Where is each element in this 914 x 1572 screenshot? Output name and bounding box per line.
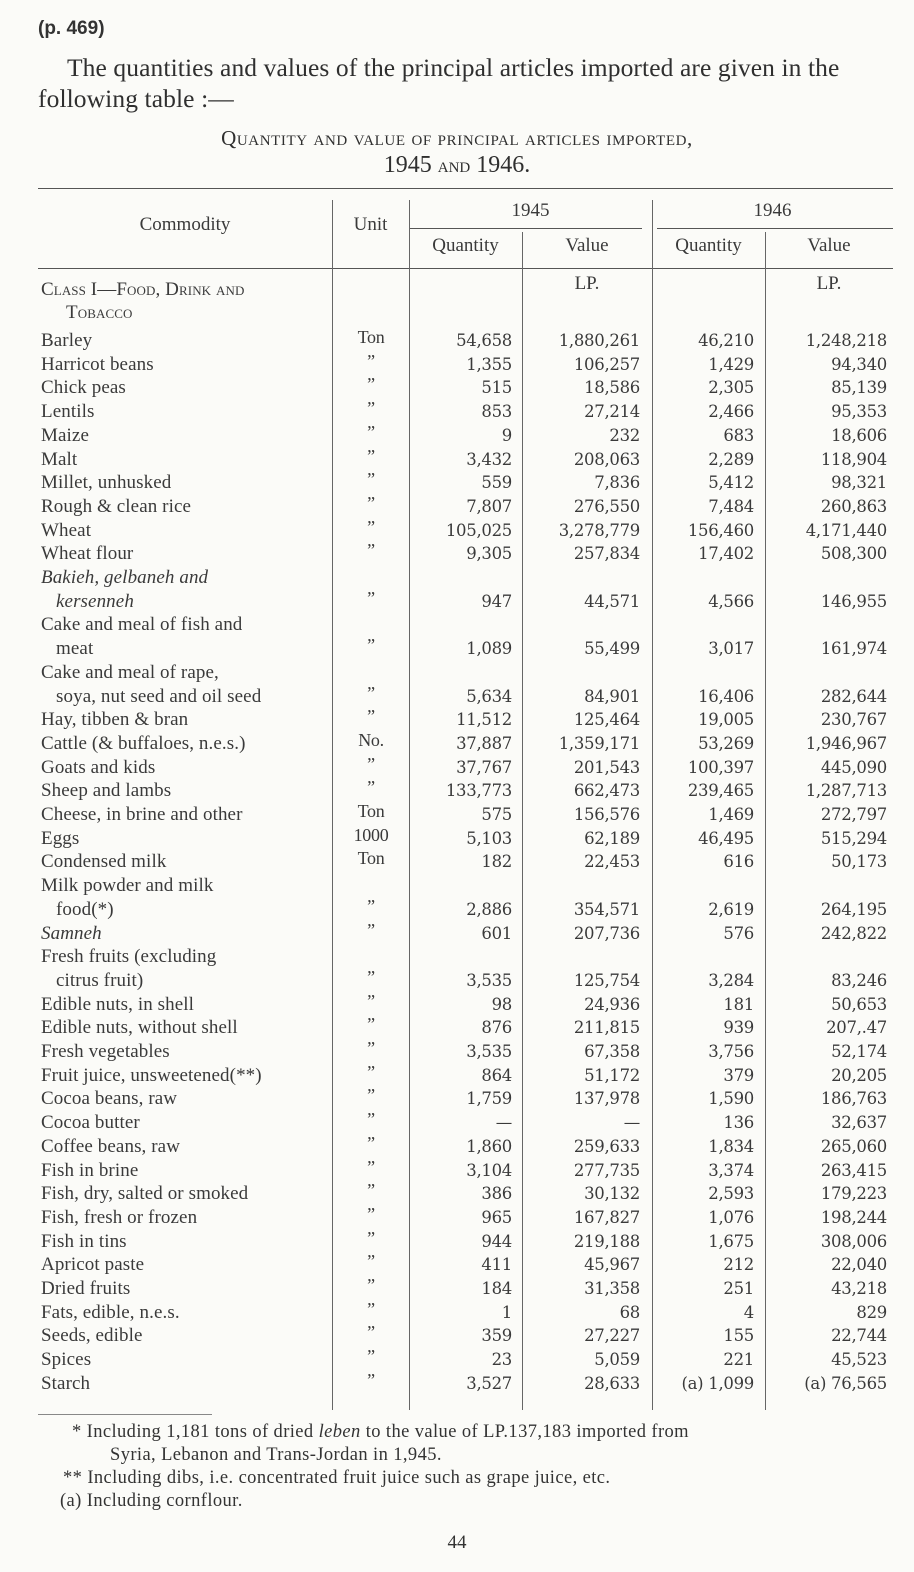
unit-cell: Ton <box>357 848 385 869</box>
quantity-1946-cell: 2,593 <box>708 1184 754 1204</box>
header-quantity-1945: Quantity <box>432 235 499 256</box>
value-1946-cell: 32,637 <box>831 1113 887 1133</box>
quantity-1945-cell: 9,305 <box>466 544 512 564</box>
footnote-star-continued: Syria, Lebanon and Trans-Jordan in 1,945. <box>110 1445 442 1465</box>
commodity-name: Millet, unhusked <box>41 472 172 494</box>
value-1945-cell: 1,359,171 <box>558 733 640 753</box>
value-1945-cell: 156,576 <box>573 805 640 824</box>
quantity-1945-cell: 411 <box>481 1255 512 1275</box>
currency-label-1945: LP. <box>574 273 600 294</box>
commodity-name-continued: kersenneh <box>56 590 134 612</box>
value-1946-cell: 198,244 <box>820 1207 887 1227</box>
quantity-1946-cell: 7,484 <box>708 496 754 516</box>
commodity-name-continued: citrus fruit) <box>56 969 144 991</box>
title-year-1: 1945 <box>383 152 432 178</box>
value-1945-cell: 201,543 <box>573 757 640 777</box>
header-commodity: Commodity <box>139 214 231 235</box>
quantity-1946-cell: 19,005 <box>698 710 754 730</box>
commodity-name: Samneh <box>41 922 102 944</box>
value-1945-cell: 259,633 <box>573 1136 640 1156</box>
quantity-1945-cell: 105,025 <box>445 520 512 540</box>
commodity-name: Harricot beans <box>41 353 154 375</box>
value-1946-cell: 272,797 <box>820 805 887 824</box>
commodity-name: Chick peas <box>41 377 126 399</box>
value-1945-cell: 31,358 <box>584 1279 640 1298</box>
unit-cell: ” <box>367 350 375 371</box>
value-1945-cell: 62,189 <box>584 828 640 848</box>
value-1945-cell: 232 <box>609 425 640 445</box>
value-1945-cell: 84,901 <box>584 686 640 706</box>
commodity-name: Fresh vegetables <box>41 1041 170 1062</box>
commodity-name-continued: food(*) <box>56 898 114 920</box>
value-1945-cell: 137,978 <box>573 1089 640 1109</box>
footnote-star <box>72 1422 689 1443</box>
footnote-star-text-b: to the value of LP.137,183 imported from <box>365 1422 689 1442</box>
quantity-1945-cell: 1,759 <box>466 1089 512 1109</box>
value-1945-cell: 30,132 <box>584 1184 640 1204</box>
value-1946-cell: 263,415 <box>820 1160 887 1180</box>
unit-cell: ” <box>367 398 375 419</box>
quantity-1946-cell: 251 <box>723 1279 754 1298</box>
commodity-name: Hay, tibben & bran <box>41 709 189 731</box>
value-1946-cell: 43,218 <box>831 1279 887 1298</box>
unit-cell: ” <box>367 1275 375 1295</box>
unit-cell: ” <box>367 540 375 561</box>
commodity-name: Sheep and lambs <box>41 780 172 802</box>
quantity-1945-cell: — <box>495 1113 512 1133</box>
value-1945-cell: 257,834 <box>573 544 640 564</box>
footnote-rule <box>38 1414 212 1415</box>
unit-cell: ” <box>367 1061 375 1082</box>
currency-label-1946: LP. <box>816 273 842 294</box>
page-reference: (p. 469) <box>38 18 105 39</box>
commodity-name: Barley <box>41 330 93 351</box>
quantity-1945-cell: 1,089 <box>466 639 512 659</box>
value-1946-cell: 1,248,218 <box>805 331 887 350</box>
quantity-1945-cell: 575 <box>481 805 512 824</box>
quantity-1946-cell: 136 <box>723 1113 754 1133</box>
value-1945-cell: 68 <box>619 1302 640 1322</box>
quantity-1945-cell: 54,658 <box>456 331 512 350</box>
value-1946-cell: 45,523 <box>831 1350 887 1370</box>
title-year-2: 1946. <box>476 152 531 178</box>
page-number: 44 <box>447 1532 467 1553</box>
quantity-1946-cell: 576 <box>723 923 754 943</box>
quantity-1945-cell: 876 <box>481 1018 512 1038</box>
quantity-1945-cell: 7,807 <box>466 496 512 516</box>
table-subtitle <box>0 152 914 179</box>
value-1945-cell: 67,358 <box>584 1042 640 1061</box>
quantity-1946-cell: 1,429 <box>708 354 754 374</box>
unit-cell: ” <box>367 1132 375 1153</box>
unit-cell: ” <box>367 966 375 987</box>
unit-cell: ” <box>367 1109 375 1130</box>
quantity-1945-cell: 37,887 <box>456 733 512 753</box>
quantity-1946-cell: 1,076 <box>708 1207 754 1227</box>
value-1946-cell: 95,353 <box>831 402 887 422</box>
quantity-1945-cell: 3,535 <box>466 1042 512 1061</box>
commodity-name-continued: meat <box>56 638 94 660</box>
unit-cell: ” <box>367 895 375 916</box>
quantity-1945-cell: 98 <box>491 994 512 1014</box>
footnote-star-text-a: * Including 1,181 tons of dried <box>72 1422 314 1442</box>
value-1946-cell: 98,321 <box>831 473 887 493</box>
quantity-1945-cell: 965 <box>481 1207 512 1227</box>
quantity-1946-cell: 2,619 <box>708 899 754 919</box>
unit-cell: Ton <box>357 801 385 821</box>
quantity-1945-cell: 3,104 <box>466 1160 512 1180</box>
unit-cell: ” <box>367 777 375 798</box>
value-1946-cell: 50,653 <box>831 994 887 1014</box>
header-value-1945: Value <box>565 235 609 256</box>
value-1945-cell: 276,550 <box>573 496 640 516</box>
commodity-name: Fish, fresh or frozen <box>41 1206 198 1228</box>
unit-cell: 1000 <box>353 824 389 845</box>
value-1946-cell: 282,644 <box>820 686 887 706</box>
quantity-1946-cell: 46,210 <box>698 331 754 350</box>
quantity-1946-cell: 3,017 <box>708 639 754 659</box>
value-1946-cell: 186,763 <box>820 1089 887 1109</box>
quantity-1946-cell: 239,465 <box>687 781 754 801</box>
value-1946-cell: 230,767 <box>820 710 887 730</box>
quantity-1946-cell: 3,374 <box>708 1160 754 1180</box>
commodity-name: Maize <box>41 424 89 446</box>
commodity-name: Fats, edible, n.e.s. <box>41 1301 180 1323</box>
value-1946-cell: 22,744 <box>831 1326 887 1346</box>
quantity-1946-cell: 939 <box>723 1018 754 1038</box>
unit-cell: ” <box>367 445 375 466</box>
commodity-name: Cattle (& buffaloes, n.e.s.) <box>41 732 246 754</box>
year-1945-rule <box>409 228 642 229</box>
quantity-1945-cell: 37,767 <box>456 757 512 777</box>
value-1945-cell: 207,736 <box>573 923 640 943</box>
value-1946-cell: 207,.47 <box>826 1018 887 1038</box>
value-1945-cell: 1,880,261 <box>558 331 640 350</box>
quantity-1945-cell: 3,432 <box>466 449 512 469</box>
value-1945-cell: 7,836 <box>594 473 640 493</box>
commodity-name: Fresh fruits (excluding <box>41 946 217 968</box>
quantity-1946-cell: 1,469 <box>708 805 754 824</box>
commodity-name: Apricot paste <box>41 1254 145 1276</box>
commodity-name: Milk powder and milk <box>41 875 214 897</box>
header-quantity-1946: Quantity <box>675 235 742 256</box>
value-1946-cell: 22,040 <box>831 1255 887 1275</box>
commodity-name: Fish, dry, salted or smoked <box>41 1183 249 1205</box>
value-1945-cell: 662,473 <box>573 781 640 801</box>
value-1946-cell: 18,606 <box>831 425 887 445</box>
quantity-1946-cell: (a) 1,099 <box>681 1373 754 1393</box>
unit-cell: ” <box>367 990 375 1011</box>
class-heading-continued: Tobacco <box>66 302 133 323</box>
value-1946-cell: 242,822 <box>820 923 887 943</box>
quantity-1945-cell: 1,860 <box>466 1136 512 1156</box>
quantity-1945-cell: 184 <box>481 1279 512 1298</box>
commodity-name: Lentils <box>41 401 95 423</box>
unit-cell: ” <box>367 492 375 513</box>
commodity-name: Bakieh, gelbaneh and <box>41 567 209 588</box>
quantity-1946-cell: 46,495 <box>698 828 754 848</box>
value-1945-cell: 354,571 <box>573 899 640 919</box>
value-1946-cell: 52,174 <box>831 1042 887 1061</box>
quantity-1946-cell: 616 <box>723 852 754 872</box>
quantity-1945-cell: 944 <box>481 1231 512 1251</box>
commodity-name: Cake and meal of fish and <box>41 614 243 636</box>
value-1946-cell: 118,904 <box>820 449 887 469</box>
unit-cell: ” <box>367 1298 375 1319</box>
commodity-name: Starch <box>41 1372 91 1394</box>
quantity-1945-cell: 1,355 <box>466 354 512 374</box>
quantity-1946-cell: 3,284 <box>708 970 754 990</box>
unit-cell: ” <box>367 1227 375 1248</box>
unit-cell: ” <box>367 1203 375 1224</box>
quantity-1946-cell: 379 <box>723 1065 754 1085</box>
value-1945-cell: 27,214 <box>584 402 640 422</box>
footnote-star-italic: leben <box>318 1422 361 1442</box>
value-1945-cell: 167,827 <box>573 1207 640 1227</box>
table-title: Quantity and value of principal articles imported, <box>221 126 693 150</box>
unit-cell: ” <box>367 706 375 727</box>
value-1945-cell: 55,499 <box>584 639 640 659</box>
value-1945-cell: 125,464 <box>573 710 640 730</box>
value-1946-cell: 264,195 <box>820 899 887 919</box>
value-1946-cell: 94,340 <box>831 354 887 374</box>
value-1946-cell: 1,287,713 <box>805 781 887 801</box>
unit-cell: No. <box>358 729 384 750</box>
unit-cell: ” <box>367 682 375 703</box>
value-1945-cell: 219,188 <box>573 1231 640 1251</box>
quantity-1946-cell: 212 <box>723 1255 754 1275</box>
quantity-1946-cell: 17,402 <box>698 544 754 564</box>
commodity-name: Edible nuts, without shell <box>41 1017 238 1039</box>
unit-cell: ” <box>367 1251 375 1272</box>
value-1945-cell: 27,227 <box>584 1326 640 1346</box>
value-1946-cell: 50,173 <box>831 852 887 872</box>
quantity-1946-cell: 155 <box>723 1326 754 1346</box>
unit-cell: ” <box>367 516 375 537</box>
quantity-1945-cell: 2,886 <box>466 899 512 919</box>
quantity-1946-cell: 4,566 <box>708 591 754 611</box>
quantity-1945-cell: 386 <box>481 1184 512 1204</box>
commodity-name: Cocoa beans, raw <box>41 1088 178 1110</box>
header-year-1945: 1945 <box>511 200 550 221</box>
quantity-1945-cell: 9 <box>501 425 512 445</box>
commodity-name: Goats and kids <box>41 756 156 778</box>
quantity-1945-cell: 359 <box>481 1326 512 1346</box>
commodity-name: Spices <box>41 1349 92 1371</box>
commodity-name: Cheese, in brine and other <box>41 804 243 825</box>
commodity-name: Edible nuts, in shell <box>41 993 195 1015</box>
value-1946-cell: 1,946,967 <box>805 733 887 753</box>
quantity-1945-cell: 3,535 <box>466 970 512 990</box>
quantity-1945-cell: 5,103 <box>466 828 512 848</box>
quantity-1946-cell: 3,756 <box>708 1042 754 1061</box>
unit-cell: ” <box>367 753 375 774</box>
unit-cell: ” <box>367 1038 375 1058</box>
unit-cell: ” <box>367 1369 375 1390</box>
quantity-1945-cell: 853 <box>481 402 512 422</box>
commodity-name-continued: soya, nut seed and oil seed <box>56 685 262 707</box>
quantity-1946-cell: 2,305 <box>708 378 754 398</box>
quantity-1945-cell: 3,527 <box>466 1373 512 1393</box>
title-and: and <box>437 153 471 177</box>
unit-cell: ” <box>367 587 375 608</box>
year-1946-rule <box>657 228 893 229</box>
value-1946-cell: 179,223 <box>820 1184 887 1204</box>
value-1945-cell: 5,059 <box>594 1350 640 1370</box>
quantity-1946-cell: 221 <box>723 1350 754 1370</box>
quantity-1945-cell: 23 <box>491 1350 512 1370</box>
quantity-1945-cell: 5,634 <box>466 686 512 706</box>
unit-cell: ” <box>367 1156 375 1177</box>
quantity-1946-cell: 1,834 <box>708 1136 754 1156</box>
unit-cell: ” <box>367 421 375 442</box>
commodity-name: Fruit juice, unsweetened(**) <box>41 1064 262 1086</box>
quantity-1946-cell: 2,289 <box>708 449 754 469</box>
value-1946-cell: 508,300 <box>820 544 887 564</box>
commodity-name: Rough & clean rice <box>41 495 192 517</box>
quantity-1946-cell: 16,406 <box>698 686 754 706</box>
class-heading: Class I—Food, Drink and <box>41 279 245 300</box>
unit-cell: ” <box>367 1180 375 1201</box>
quantity-1946-cell: 53,269 <box>698 733 754 753</box>
value-1945-cell: 18,586 <box>584 378 640 398</box>
value-1946-cell: 260,863 <box>820 496 887 516</box>
value-1945-cell: 106,257 <box>573 354 640 374</box>
intro-paragraph: The quantities and values of the principal articles imported are given in the following table :— <box>38 53 840 113</box>
quantity-1945-cell: 515 <box>481 378 512 398</box>
quantity-1946-cell: 2,466 <box>708 402 754 422</box>
value-1946-cell: 265,060 <box>820 1136 887 1156</box>
commodity-name: Dried fruits <box>41 1278 131 1299</box>
commodity-name: Wheat <box>41 519 92 541</box>
value-1946-cell: (a) 76,565 <box>804 1373 887 1393</box>
commodity-name: Fish in tins <box>41 1230 127 1252</box>
quantity-1945-cell: 601 <box>481 923 512 943</box>
unit-cell: ” <box>367 1322 375 1343</box>
quantity-1945-cell: 11,512 <box>456 710 512 730</box>
value-1946-cell: 445,090 <box>820 757 887 777</box>
unit-cell: Ton <box>357 327 385 347</box>
value-1946-cell: 83,246 <box>831 970 887 990</box>
table-top-rule <box>38 188 893 189</box>
commodity-name: Malt <box>41 448 78 470</box>
value-1945-cell: 28,633 <box>584 1373 640 1393</box>
unit-cell: ” <box>367 1346 375 1367</box>
value-1945-cell: 208,063 <box>573 449 640 469</box>
quantity-1946-cell: 156,460 <box>687 520 754 540</box>
quantity-1946-cell: 181 <box>723 994 754 1014</box>
quantity-1945-cell: 182 <box>481 852 512 872</box>
unit-cell: ” <box>367 1014 375 1035</box>
value-1946-cell: 515,294 <box>820 828 887 848</box>
value-1945-cell: 45,967 <box>584 1255 640 1275</box>
quantity-1946-cell: 683 <box>723 425 754 445</box>
commodity-name: Cake and meal of rape, <box>41 661 219 683</box>
commodity-name: Cocoa butter <box>41 1112 140 1134</box>
value-1945-cell: 211,815 <box>573 1018 640 1038</box>
value-1945-cell: 125,754 <box>573 970 640 990</box>
value-1945-cell: 24,936 <box>584 994 640 1014</box>
value-1945-cell: 277,735 <box>573 1160 640 1180</box>
value-1945-cell: — <box>623 1113 640 1133</box>
value-1946-cell: 4,171,440 <box>805 520 887 540</box>
quantity-1945-cell: 1 <box>501 1302 512 1322</box>
quantity-1946-cell: 1,675 <box>708 1231 754 1251</box>
quantity-1946-cell: 100,397 <box>687 757 754 777</box>
value-1945-cell: 3,278,779 <box>558 520 640 540</box>
commodity-name: Wheat flour <box>41 543 134 565</box>
value-1946-cell: 20,205 <box>831 1065 887 1085</box>
value-1945-cell: 44,571 <box>584 591 640 611</box>
unit-cell: ” <box>367 1085 375 1106</box>
unit-cell: ” <box>367 469 375 490</box>
quantity-1946-cell: 5,412 <box>708 473 754 493</box>
header-year-1946: 1946 <box>753 200 792 221</box>
value-1946-cell: 308,006 <box>820 1231 887 1251</box>
value-1946-cell: 829 <box>856 1302 887 1322</box>
value-1945-cell: 51,172 <box>584 1065 640 1085</box>
unit-cell: ” <box>367 919 375 940</box>
commodity-name: Condensed milk <box>41 851 167 873</box>
commodity-name: Eggs <box>41 827 80 849</box>
quantity-1946-cell: 4 <box>743 1302 754 1322</box>
quantity-1945-cell: 133,773 <box>445 781 512 801</box>
commodity-name: Coffee beans, raw <box>41 1135 181 1157</box>
quantity-1945-cell: 864 <box>481 1065 512 1085</box>
footnote-double-star: ** Including dibs, i.e. concentrated fruit juice such as grape juice, etc. <box>63 1468 611 1488</box>
value-1946-cell: 161,974 <box>820 639 887 659</box>
commodity-name: Seeds, edible <box>41 1325 143 1347</box>
header-unit: Unit <box>353 214 388 235</box>
unit-cell: ” <box>367 374 375 395</box>
value-1946-cell: 85,139 <box>831 378 887 398</box>
value-1945-cell: 22,453 <box>584 852 640 872</box>
value-1946-cell: 146,955 <box>820 591 887 611</box>
header-value-1946: Value <box>807 235 851 256</box>
quantity-1945-cell: 947 <box>481 591 512 611</box>
quantity-1946-cell: 1,590 <box>708 1089 754 1109</box>
footnote-a: (a) Including cornflour. <box>60 1491 243 1511</box>
commodity-name: Fish in brine <box>41 1159 139 1181</box>
quantity-1945-cell: 559 <box>481 473 512 493</box>
unit-cell: ” <box>367 635 375 656</box>
